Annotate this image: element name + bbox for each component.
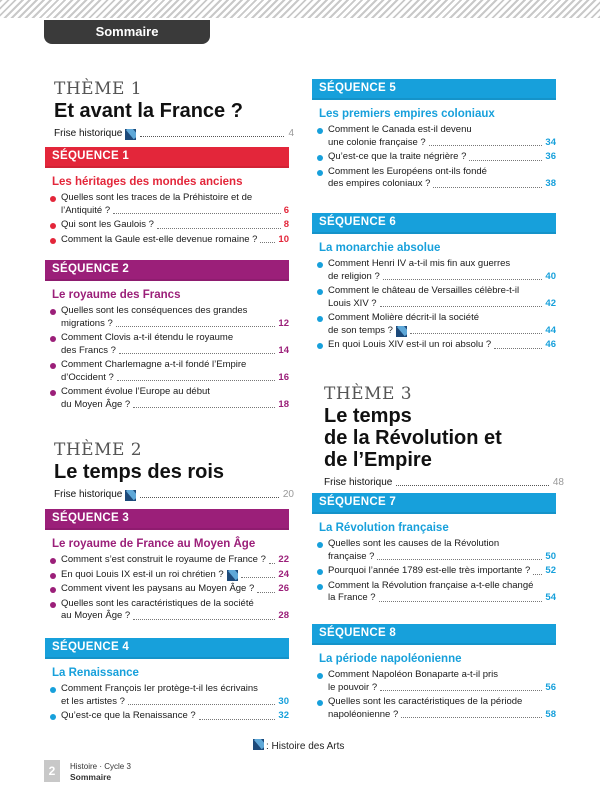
dot-leader: [377, 559, 542, 560]
art-history-icon: [396, 326, 407, 337]
toc-entry-line: [61, 554, 289, 567]
page-number: 58: [545, 708, 556, 720]
bullet-icon: [50, 336, 56, 342]
frise-entry[interactable]: [54, 128, 294, 140]
legend: [253, 739, 344, 753]
toc-entry-text: Qui sont les Gaulois ?: [61, 219, 154, 230]
theme-2: [54, 440, 294, 501]
bullet-icon: [317, 343, 323, 349]
dot-leader: [133, 407, 275, 408]
toc-entry-line: [328, 565, 556, 578]
toc-entry-text: Quelles sont les traces de la Préhistoire et de: [61, 192, 253, 203]
dot-leader: [128, 704, 276, 705]
toc-entry-line: [328, 580, 556, 593]
toc-entry[interactable]: [312, 669, 556, 694]
bullet-icon: [50, 587, 56, 593]
sequence-5: [312, 79, 556, 191]
theme-title-line: Le temps: [324, 405, 412, 427]
theme-label: THÈME 3: [324, 384, 413, 404]
toc-entry[interactable]: [45, 219, 289, 232]
toc-entry-text: des empires coloniaux ?: [328, 178, 431, 189]
dot-leader: [379, 601, 543, 602]
toc-entry-text: de religion ?: [328, 270, 380, 282]
toc-entry-line: [328, 709, 556, 722]
bullet-icon: [50, 223, 56, 229]
toc-entry-text: Comment Molière décrit-il la société: [328, 312, 479, 323]
page-number: 4: [288, 128, 294, 139]
toc-entry-text: Pourquoi l’année 1789 est-elle très importante ?: [328, 565, 531, 576]
toc-entry-text: En quoi Louis IX est-il un roi chrétien ?: [61, 568, 224, 580]
toc-entry-line: [61, 583, 289, 596]
theme-title: Et avant la France ?: [54, 100, 243, 122]
toc-entry-line: [61, 569, 289, 582]
toc-entry-line: [328, 325, 556, 338]
toc-entry-line: [328, 339, 556, 352]
toc-entry[interactable]: [312, 312, 556, 337]
toc-entry-line: [328, 151, 556, 164]
bullet-icon: [50, 309, 56, 315]
toc-entry-text: Comment la Gaule est-elle devenue romaine ?: [61, 233, 258, 245]
toc-entry[interactable]: [45, 192, 289, 217]
bullet-icon: [317, 316, 323, 322]
toc-entry-text: Comment le Canada est-il devenu: [328, 124, 472, 135]
sequence-label: SÉQUENCE 5: [312, 79, 556, 100]
toc-entry-line: [328, 312, 556, 325]
toc-entry-line: [328, 124, 556, 137]
toc-entry-text: la France ?: [328, 592, 376, 603]
dot-leader: [241, 577, 276, 578]
toc-entry-text: Comment Charlemagne a-t-il fondé l’Empire: [61, 359, 247, 370]
page-number: 32: [278, 710, 289, 721]
bullet-icon: [317, 128, 323, 134]
frise-label: Frise historique: [54, 128, 123, 139]
bullet-icon: [50, 196, 56, 202]
page-number: 54: [545, 592, 556, 603]
page-number: 36: [545, 151, 556, 162]
page-number: 14: [278, 344, 289, 356]
toc-entry[interactable]: [312, 565, 556, 578]
toc-entry-text: Comment évolue l’Europe au début: [61, 386, 210, 397]
toc-entry-text: Quelles sont les caractéristiques de la période: [328, 696, 523, 707]
toc-entry-line: [328, 592, 556, 605]
toc-entry[interactable]: [312, 580, 556, 605]
sequence-title: Le royaume de France au Moyen Âge: [52, 538, 256, 550]
dot-leader: [429, 145, 543, 146]
toc-entry-line: [328, 166, 556, 179]
dot-leader: [199, 719, 276, 720]
toc-entry-line: [61, 683, 289, 696]
sequence-title: La Renaissance: [52, 667, 139, 679]
toc-entry-text: des Francs ?: [61, 344, 116, 356]
toc-entry-text: Comment Henri IV a-t-il mis fin aux guerres: [328, 258, 511, 269]
sequence-title: Les héritages des mondes anciens: [52, 176, 243, 188]
footer-section: Sommaire: [70, 772, 112, 782]
toc-entry-text: Qu’est-ce que la traite négrière ?: [328, 151, 467, 162]
page-number: 30: [278, 695, 289, 707]
toc-entry[interactable]: [45, 583, 289, 596]
sequence-3: [45, 509, 289, 623]
toc-entry[interactable]: [312, 258, 556, 283]
page-number: 18: [278, 398, 289, 410]
toc-entry-line: [61, 372, 289, 385]
page-number: 40: [545, 270, 556, 282]
frise-label: Frise historique: [54, 489, 123, 500]
dot-leader: [383, 279, 543, 280]
dot-leader: [260, 242, 275, 243]
dot-leader: [396, 485, 549, 486]
toc-entry-text: une colonie française ?: [328, 136, 426, 148]
summary-tab: Sommaire: [44, 20, 210, 44]
page-number: 6: [283, 204, 289, 216]
footer-info: [70, 762, 131, 782]
toc-entry-text: et les artistes ?: [61, 695, 125, 707]
page-number: 44: [545, 324, 556, 336]
toc-entry-line: [328, 551, 556, 564]
toc-entry-text: Quelles sont les causes de la Révolution: [328, 538, 500, 549]
toc-entry-line: [61, 305, 289, 318]
bullet-icon: [50, 558, 56, 564]
sequence-label: SÉQUENCE 6: [312, 213, 556, 234]
toc-entry-text: migrations ?: [61, 317, 113, 329]
toc-entry[interactable]: [312, 696, 556, 721]
toc-entry-text: Comment vivent les paysans au Moyen Âge ?: [61, 583, 255, 594]
dot-leader: [533, 574, 542, 575]
bullet-icon: [317, 542, 323, 548]
toc-entry[interactable]: [45, 234, 289, 247]
page-number: 52: [545, 565, 556, 576]
page-number: 38: [545, 178, 556, 189]
sequence-label: SÉQUENCE 7: [312, 493, 556, 514]
sequence-label: SÉQUENCE 4: [45, 638, 289, 659]
dot-leader: [401, 717, 542, 718]
toc-entry-line: [61, 332, 289, 345]
toc-entry[interactable]: [312, 285, 556, 310]
toc-entry-line: [61, 399, 289, 412]
sequence-6: [312, 213, 556, 352]
page-number: 34: [545, 136, 556, 148]
page-number-badge: 2: [44, 760, 60, 782]
dot-leader: [157, 228, 281, 229]
bullet-icon: [317, 700, 323, 706]
dot-leader: [410, 333, 542, 334]
toc-entry[interactable]: [312, 124, 556, 149]
toc-entry-text: de son temps ?: [328, 324, 393, 336]
sequence-label: SÉQUENCE 1: [45, 147, 289, 168]
dot-leader: [257, 592, 275, 593]
toc-entry-line: [61, 710, 289, 723]
toc-entry-text: l’Antiquité ?: [61, 204, 111, 216]
bullet-icon: [50, 390, 56, 396]
dot-leader: [494, 348, 542, 349]
dot-leader: [433, 187, 542, 188]
sequence-7: [312, 493, 556, 605]
bullet-icon: [50, 238, 56, 244]
dot-leader: [140, 497, 279, 498]
bullet-icon: [50, 602, 56, 608]
theme-label: THÈME 1: [54, 79, 143, 99]
theme-label: THÈME 2: [54, 440, 143, 460]
bullet-icon: [317, 155, 323, 161]
toc-entry-text: française ?: [328, 550, 375, 562]
sequence-title: Les premiers empires coloniaux: [319, 108, 495, 120]
page-number: 28: [278, 610, 289, 621]
toc-entry-text: le pouvoir ?: [328, 681, 378, 693]
toc-entry-line: [328, 298, 556, 311]
theme-1: [54, 79, 294, 140]
toc-entry[interactable]: [312, 151, 556, 164]
art-history-icon: [125, 490, 136, 501]
page-number: 10: [278, 233, 289, 245]
sequence-label: SÉQUENCE 3: [45, 509, 289, 530]
sequence-label: SÉQUENCE 8: [312, 624, 556, 645]
theme-title: Le temps des rois: [54, 461, 225, 483]
toc-entry-line: [328, 258, 556, 271]
toc-entry-line: [61, 610, 289, 623]
toc-entry-text: au Moyen Âge ?: [61, 610, 131, 621]
toc-entry[interactable]: [45, 554, 289, 567]
toc-entry[interactable]: [45, 569, 289, 582]
page-number: 16: [278, 371, 289, 383]
toc-entry-text: Quelles sont les caractéristiques de la société: [61, 597, 254, 609]
frise-entry[interactable]: [324, 477, 564, 489]
toc-entry-line: [61, 696, 289, 709]
toc-entry[interactable]: [45, 598, 289, 623]
page-number: 22: [278, 554, 289, 565]
theme-title-line: de la Révolution et: [324, 427, 502, 449]
toc-entry-text: Qu’est-ce que la Renaissance ?: [61, 710, 196, 721]
toc-entry[interactable]: [312, 538, 556, 563]
toc-entry[interactable]: [45, 683, 289, 708]
sequence-title: La période napoléonienne: [319, 653, 462, 665]
toc-entry[interactable]: [312, 166, 556, 191]
toc-entry-text: Comment les Européens ont-ils fondé: [328, 165, 487, 177]
sequence-title: La monarchie absolue: [319, 242, 441, 254]
page-number: 26: [278, 583, 289, 594]
toc-entry-line: [328, 178, 556, 191]
page-number: 56: [545, 681, 556, 693]
toc-entry-text: d’Occident ?: [61, 371, 114, 383]
toc-entry-line: [61, 219, 289, 232]
bullet-icon: [317, 289, 323, 295]
art-history-icon: [253, 739, 264, 750]
dot-leader: [269, 563, 276, 564]
sequence-8: [312, 624, 556, 721]
toc-entry-line: [61, 345, 289, 358]
dot-leader: [380, 690, 542, 691]
toc-entry-text: Quelles sont les conséquences des grandes: [61, 305, 248, 316]
toc-entry-line: [61, 234, 289, 247]
sequence-2: [45, 260, 289, 411]
toc-entry-line: [328, 538, 556, 551]
toc-entry-line: [328, 696, 556, 709]
theme-3: [324, 384, 564, 489]
toc-entry-line: [328, 682, 556, 695]
bullet-icon: [50, 573, 56, 579]
bullet-icon: [317, 170, 323, 176]
toc-entry-text: Comment Napoléon Bonaparte a-t-il pris: [328, 669, 499, 680]
toc-entry[interactable]: [45, 305, 289, 330]
bullet-icon: [50, 714, 56, 720]
toc-entry-text: napoléonienne ?: [328, 708, 399, 720]
header-hatch-band: [0, 0, 600, 18]
page-number: 42: [545, 297, 556, 309]
toc-entry-line: [328, 137, 556, 150]
toc-entry[interactable]: [45, 359, 289, 384]
sequence-label: SÉQUENCE 2: [45, 260, 289, 281]
bullet-icon: [317, 262, 323, 268]
toc-entry-line: [61, 359, 289, 372]
frise-entry[interactable]: [54, 489, 294, 501]
page-number: 50: [545, 550, 556, 562]
dot-leader: [469, 160, 542, 161]
toc-entry-line: [61, 598, 289, 611]
toc-entry-text: Comment le château de Versailles célèbre-t-il: [328, 285, 520, 296]
art-history-icon: [125, 129, 136, 140]
page-number: 12: [278, 317, 289, 329]
toc-entry-text: En quoi Louis XIV est-il un roi absolu ?: [328, 339, 492, 350]
toc-entry-text: Comment s’est construit le royaume de France ?: [61, 554, 266, 565]
bullet-icon: [317, 569, 323, 575]
toc-entry-line: [61, 192, 289, 205]
toc-entry[interactable]: [45, 710, 289, 723]
art-history-icon: [227, 570, 238, 581]
toc-entry-text: Louis XIV ?: [328, 297, 377, 309]
page-number: 8: [283, 219, 289, 230]
toc-entry-text: Comment Clovis a-t-il étendu le royaume: [61, 332, 234, 343]
legend-text: : Histoire des Arts: [266, 741, 345, 752]
toc-entry-text: Comment François Ier protège-t-il les écrivains: [61, 683, 258, 694]
dot-leader: [119, 353, 276, 354]
toc-entry-text: Comment la Révolution française a-t-elle changé: [328, 579, 534, 591]
sequence-title: Le royaume des Francs: [52, 289, 181, 301]
page-number: 46: [545, 339, 556, 350]
page-number: 24: [278, 568, 289, 580]
dot-leader: [113, 213, 281, 214]
toc-entry-text: du Moyen Âge ?: [61, 398, 131, 410]
toc-entry[interactable]: [45, 332, 289, 357]
footer-subject: Histoire · Cycle 3: [70, 762, 131, 771]
bullet-icon: [317, 673, 323, 679]
toc-entry-line: [328, 285, 556, 298]
theme-title-line: de l’Empire: [324, 449, 432, 471]
toc-entry[interactable]: [45, 386, 289, 411]
dot-leader: [133, 619, 275, 620]
dot-leader: [380, 306, 543, 307]
toc-entry[interactable]: [312, 339, 556, 352]
bullet-icon: [50, 687, 56, 693]
frise-label: Frise historique: [324, 477, 393, 488]
page-number: 48: [552, 477, 564, 488]
bullet-icon: [50, 363, 56, 369]
dot-leader: [117, 380, 276, 381]
sequence-1: [45, 147, 289, 246]
dot-leader: [116, 326, 276, 327]
toc-entry-line: [61, 205, 289, 218]
toc-entry-line: [61, 318, 289, 331]
page-number: 20: [282, 489, 294, 500]
toc-entry-line: [328, 669, 556, 682]
bullet-icon: [317, 584, 323, 590]
toc-entry-line: [328, 271, 556, 284]
sequence-title: La Révolution française: [319, 522, 449, 534]
dot-leader: [140, 136, 284, 137]
toc-entry-line: [61, 386, 289, 399]
sequence-4: [45, 638, 289, 723]
